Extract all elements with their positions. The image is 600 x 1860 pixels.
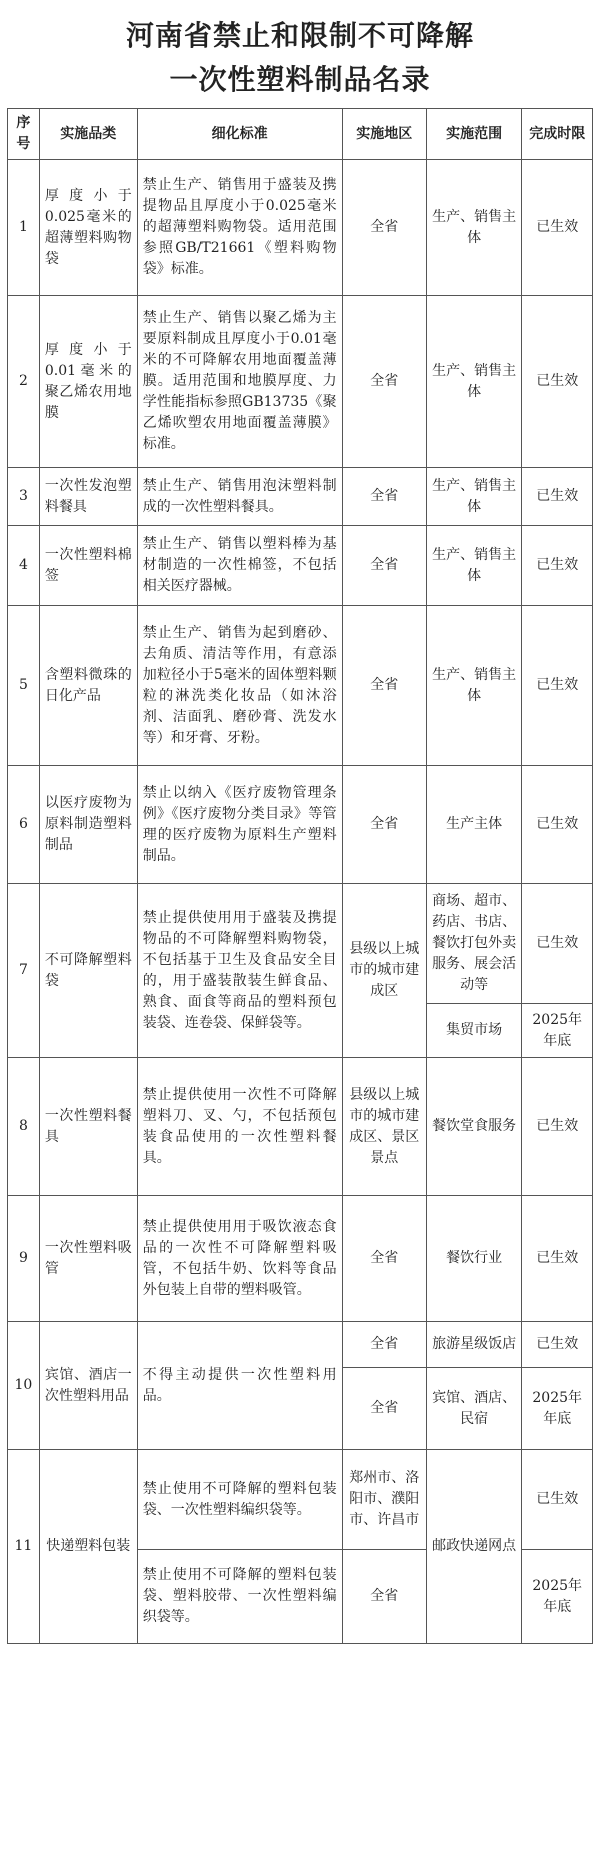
row-region: 全省 bbox=[342, 1368, 426, 1450]
row-standard: 禁止提供使用一次性不可降解塑料刀、叉、勺，不包括预包装食品使用的一次性塑料餐具。 bbox=[137, 1058, 342, 1196]
row-standard: 禁止生产、销售用泡沫塑料制成的一次性塑料餐具。 bbox=[137, 468, 342, 526]
row-number: 11 bbox=[8, 1450, 40, 1644]
row-standard: 禁止提供使用用于吸饮液态食品的一次性不可降解塑料吸管，不包括牛奶、饮料等食品外包装上自带的塑料吸管。 bbox=[137, 1196, 342, 1322]
row-scope: 邮政快递网点 bbox=[426, 1450, 522, 1644]
row-number: 9 bbox=[8, 1196, 40, 1322]
title-line-2: 一次性塑料制品名录 bbox=[169, 63, 431, 96]
catalog-table bbox=[7, 108, 593, 1644]
row-scope: 生产、销售主体 bbox=[426, 468, 522, 526]
row-deadline: 已生效 bbox=[522, 1322, 593, 1368]
title-line-1: 河南省禁止和限制不可降解 bbox=[125, 19, 474, 52]
row-number: 8 bbox=[8, 1058, 40, 1196]
table-row bbox=[8, 468, 593, 526]
row-deadline: 已生效 bbox=[522, 766, 593, 884]
row-category: 一次性塑料餐具 bbox=[39, 1058, 137, 1196]
header-deadline: 完成时限 bbox=[522, 109, 593, 160]
header-region: 实施地区 bbox=[342, 109, 426, 160]
table-row bbox=[8, 160, 593, 296]
table-row bbox=[8, 1196, 593, 1322]
table-row bbox=[8, 526, 593, 606]
row-deadline: 2025年年底 bbox=[522, 1368, 593, 1450]
row-region: 县级以上城市的城市建成区 bbox=[342, 884, 426, 1058]
row-category: 不可降解塑料袋 bbox=[39, 884, 137, 1058]
row-scope: 生产、销售主体 bbox=[426, 526, 522, 606]
header-scope: 实施范围 bbox=[426, 109, 522, 160]
row-number: 10 bbox=[8, 1322, 40, 1450]
row-category: 一次性塑料棉签 bbox=[39, 526, 137, 606]
row-category: 快递塑料包装 bbox=[39, 1450, 137, 1644]
row-deadline: 已生效 bbox=[522, 884, 593, 1004]
table-row bbox=[8, 296, 593, 468]
row-region: 全省 bbox=[342, 526, 426, 606]
table-header bbox=[8, 109, 593, 160]
row-number: 5 bbox=[8, 606, 40, 766]
row-number: 7 bbox=[8, 884, 40, 1058]
row-standard: 禁止提供使用用于盛装及携提物品的不可降解塑料购物袋，不包括基于卫生及食品安全目的，用于盛装散装生鲜食品、熟食、面食等商品的塑料预包装袋、连卷袋、保鲜袋等。 bbox=[137, 884, 342, 1058]
header-no: 序号 bbox=[8, 109, 40, 160]
row-deadline: 已生效 bbox=[522, 1450, 593, 1550]
header-row bbox=[8, 109, 593, 160]
row-region: 郑州市、洛阳市、濮阳市、许昌市 bbox=[342, 1450, 426, 1550]
row-region: 全省 bbox=[342, 1322, 426, 1368]
row-region: 全省 bbox=[342, 1196, 426, 1322]
row-scope: 宾馆、酒店、民宿 bbox=[426, 1368, 522, 1450]
row-deadline: 已生效 bbox=[522, 1058, 593, 1196]
row-deadline: 已生效 bbox=[522, 606, 593, 766]
row-number: 2 bbox=[8, 296, 40, 468]
row-standard: 禁止使用不可降解的塑料包装袋、塑料胶带、一次性塑料编织袋等。 bbox=[137, 1550, 342, 1644]
row-standard: 禁止生产、销售以塑料棒为基材制造的一次性棉签，不包括相关医疗器械。 bbox=[137, 526, 342, 606]
row-deadline: 已生效 bbox=[522, 526, 593, 606]
row-category: 一次性发泡塑料餐具 bbox=[39, 468, 137, 526]
row-category: 含塑料微珠的日化产品 bbox=[39, 606, 137, 766]
table-row bbox=[8, 884, 593, 1004]
row-number: 3 bbox=[8, 468, 40, 526]
table-row bbox=[8, 1322, 593, 1368]
row-number: 4 bbox=[8, 526, 40, 606]
row-deadline: 2025年年底 bbox=[522, 1550, 593, 1644]
table-row bbox=[8, 606, 593, 766]
table-row bbox=[8, 1450, 593, 1550]
row-region: 全省 bbox=[342, 766, 426, 884]
row-scope: 生产、销售主体 bbox=[426, 296, 522, 468]
row-scope: 生产、销售主体 bbox=[426, 606, 522, 766]
row-standard: 禁止生产、销售为起到磨砂、去角质、清洁等作用，有意添加粒径小于5毫米的固体塑料颗粒的淋洗类化妆品（如沐浴剂、洁面乳、磨砂膏、洗发水等）和牙膏、牙粉。 bbox=[137, 606, 342, 766]
row-region: 全省 bbox=[342, 160, 426, 296]
row-scope: 生产主体 bbox=[426, 766, 522, 884]
row-number: 1 bbox=[8, 160, 40, 296]
row-category: 宾馆、酒店一次性塑料用品 bbox=[39, 1322, 137, 1450]
row-region: 县级以上城市的城市建成区、景区景点 bbox=[342, 1058, 426, 1196]
row-category: 厚度小于0.025毫米的超薄塑料购物袋 bbox=[39, 160, 137, 296]
row-standard: 禁止生产、销售以聚乙烯为主要原料制成且厚度小于0.01毫米的不可降解农用地面覆盖薄膜。适用范围和地膜厚度、力学性能指标参照GB13735《聚乙烯吹塑农用地面覆盖薄膜》标准。 bbox=[137, 296, 342, 468]
row-standard: 禁止生产、销售用于盛装及携提物品且厚度小于0.025毫米的超薄塑料购物袋。适用范围参照GB/T21661《塑料购物袋》标准。 bbox=[137, 160, 342, 296]
row-region: 全省 bbox=[342, 468, 426, 526]
row-category: 以医疗废物为原料制造塑料制品 bbox=[39, 766, 137, 884]
row-scope: 商场、超市、药店、书店、餐饮打包外卖服务、展会活动等 bbox=[426, 884, 522, 1004]
row-scope: 旅游星级饭店 bbox=[426, 1322, 522, 1368]
row-scope: 生产、销售主体 bbox=[426, 160, 522, 296]
header-category: 实施品类 bbox=[39, 109, 137, 160]
row-deadline: 2025年年底 bbox=[522, 1004, 593, 1058]
table-row bbox=[8, 1058, 593, 1196]
table-row bbox=[8, 766, 593, 884]
row-region: 全省 bbox=[342, 1550, 426, 1644]
row-standard: 禁止以纳入《医疗废物管理条例》《医疗废物分类目录》等管理的医疗废物为原料生产塑料制品。 bbox=[137, 766, 342, 884]
row-deadline: 已生效 bbox=[522, 1196, 593, 1322]
row-region: 全省 bbox=[342, 296, 426, 468]
row-scope: 餐饮堂食服务 bbox=[426, 1058, 522, 1196]
row-deadline: 已生效 bbox=[522, 296, 593, 468]
row-category: 厚度小于0.01毫米的聚乙烯农用地膜 bbox=[39, 296, 137, 468]
row-standard: 不得主动提供一次性塑料用品。 bbox=[137, 1322, 342, 1450]
row-scope: 餐饮行业 bbox=[426, 1196, 522, 1322]
row-region: 全省 bbox=[342, 606, 426, 766]
row-standard: 禁止使用不可降解的塑料包装袋、一次性塑料编织袋等。 bbox=[137, 1450, 342, 1550]
document-title bbox=[0, 0, 600, 102]
row-deadline: 已生效 bbox=[522, 160, 593, 296]
row-number: 6 bbox=[8, 766, 40, 884]
row-deadline: 已生效 bbox=[522, 468, 593, 526]
row-scope: 集贸市场 bbox=[426, 1004, 522, 1058]
header-standard: 细化标准 bbox=[137, 109, 342, 160]
row-category: 一次性塑料吸管 bbox=[39, 1196, 137, 1322]
table-body bbox=[8, 160, 593, 1644]
